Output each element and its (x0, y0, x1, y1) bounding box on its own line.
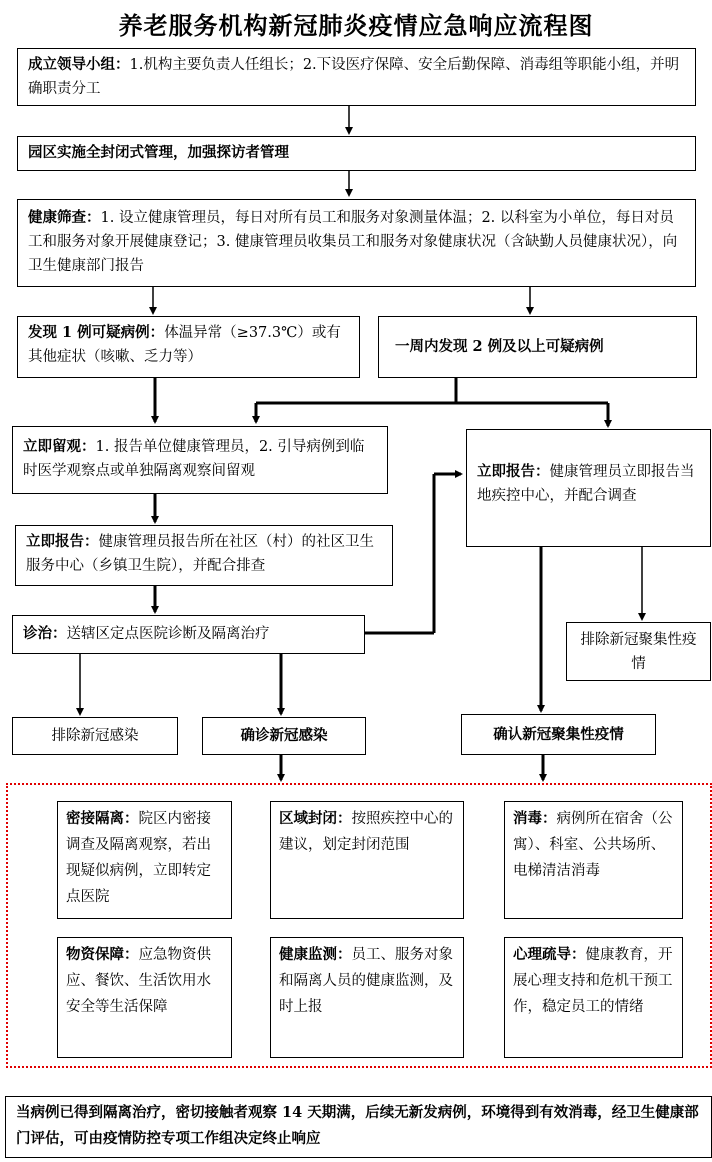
termination-box (5, 1096, 712, 1158)
measure-counseling (504, 937, 683, 1058)
measure-label: 心理疏导： (513, 946, 586, 963)
report-community-box (15, 525, 393, 586)
confirm-cluster-label: 确认新冠聚集性疫情 (493, 725, 624, 743)
measure-text: 应急物资供应、餐饮、生活饮用水安全等生活保障 (66, 947, 211, 1015)
observe-box (12, 426, 388, 494)
confirm-cluster-box (461, 714, 656, 755)
confirm-infection-label: 确诊新冠感染 (240, 727, 328, 744)
exclude-infection-box (12, 717, 178, 755)
suspect-two-box (378, 316, 697, 378)
report-community-label: 立即报告： (26, 533, 99, 550)
observe-label: 立即留观： (23, 438, 96, 455)
measure-label: 消毒： (513, 810, 557, 827)
screening-label: 健康筛查： (28, 209, 101, 226)
measure-label: 密接隔离： (66, 810, 139, 827)
closed-management-box (17, 136, 696, 171)
leadership-box (17, 48, 696, 106)
report-cdc-text: 健康管理员立即报告当地疾控中心，并配合调查 (477, 464, 695, 504)
measure-text: 病例所在宿舍（公寓）、科室、公共场所、电梯清洁消毒 (513, 811, 673, 879)
screening-text: 1. 设立健康管理员，每日对所有员工和服务对象测量体温；2. 以科室为小单位，每日对员工和服务对象开展健康登记；3. 健康管理员收集员工和服务对象健康状况（含缺勤人员健康状况），向卫生健康部门报告 (28, 210, 678, 274)
suspect-two-label: 一周内发现 2 例及以上可疑病例 (395, 338, 604, 355)
measure-close-contact (57, 801, 232, 919)
measure-label: 健康监测： (279, 946, 352, 963)
leadership-label: 成立领导小组： (28, 56, 130, 73)
measure-area-closure (270, 801, 464, 919)
report-cdc-box (466, 429, 711, 547)
termination-text: 当病例已得到隔离治疗，密切接触者观察 14 天期满，后续无新发病例，环境得到有效消毒，经卫生健康部门评估，可由疫情防控专项工作组决定终止响应 (16, 1104, 699, 1147)
measure-supplies (57, 937, 232, 1058)
report-community-text: 健康管理员报告所在社区（村）的社区卫生服务中心（乡镇卫生院），并配合排查 (26, 534, 374, 574)
measure-text: 院区内密接调查及隔离观察，若出现疑似病例，立即转定点医院 (66, 811, 211, 905)
closed-management-label: 园区实施全封闭式管理，加强探访者管理 (28, 144, 289, 161)
treatment-label: 诊治： (23, 625, 67, 642)
exclude-cluster-box (566, 622, 711, 681)
page-title: 养老服务机构新冠肺炎疫情应急响应流程图 (118, 11, 594, 40)
exclude-cluster-label: 排除新冠聚集性疫情 (580, 631, 697, 672)
treatment-box (12, 615, 365, 654)
measure-text: 健康教育，开展心理支持和危机干预工作，稳定员工的情绪 (513, 947, 673, 1015)
health-screening-box (17, 199, 696, 287)
exclude-infection-label: 排除新冠感染 (51, 728, 139, 744)
measure-label: 物资保障： (66, 946, 139, 963)
measure-text: 按照疾控中心的建议，划定封闭范围 (279, 811, 453, 853)
measure-disinfection (504, 801, 683, 919)
measure-label: 区域封闭： (279, 810, 352, 827)
confirm-infection-box (202, 717, 366, 755)
measure-text: 员工、服务对象和隔离人员的健康监测，及时上报 (279, 947, 453, 1015)
suspect-one-label: 发现 1 例可疑病例： (28, 324, 165, 341)
leadership-text: 1.机构主要负责人任组长；2.下设医疗保障、安全后勤保障、消毒组等职能小组，并明确职责分工 (28, 57, 680, 97)
suspect-one-box (17, 316, 360, 378)
measure-health-monitoring (270, 937, 464, 1058)
suspect-one-text: 体温异常（≥37.3℃）或有其他症状（咳嗽、乏力等） (28, 325, 341, 365)
report-cdc-label: 立即报告： (477, 463, 550, 480)
observe-text: 1. 报告单位健康管理员，2. 引导病例到临时医学观察点或单独隔离观察间留观 (23, 439, 365, 479)
treatment-text: 送辖区定点医院诊断及隔离治疗 (66, 626, 270, 642)
